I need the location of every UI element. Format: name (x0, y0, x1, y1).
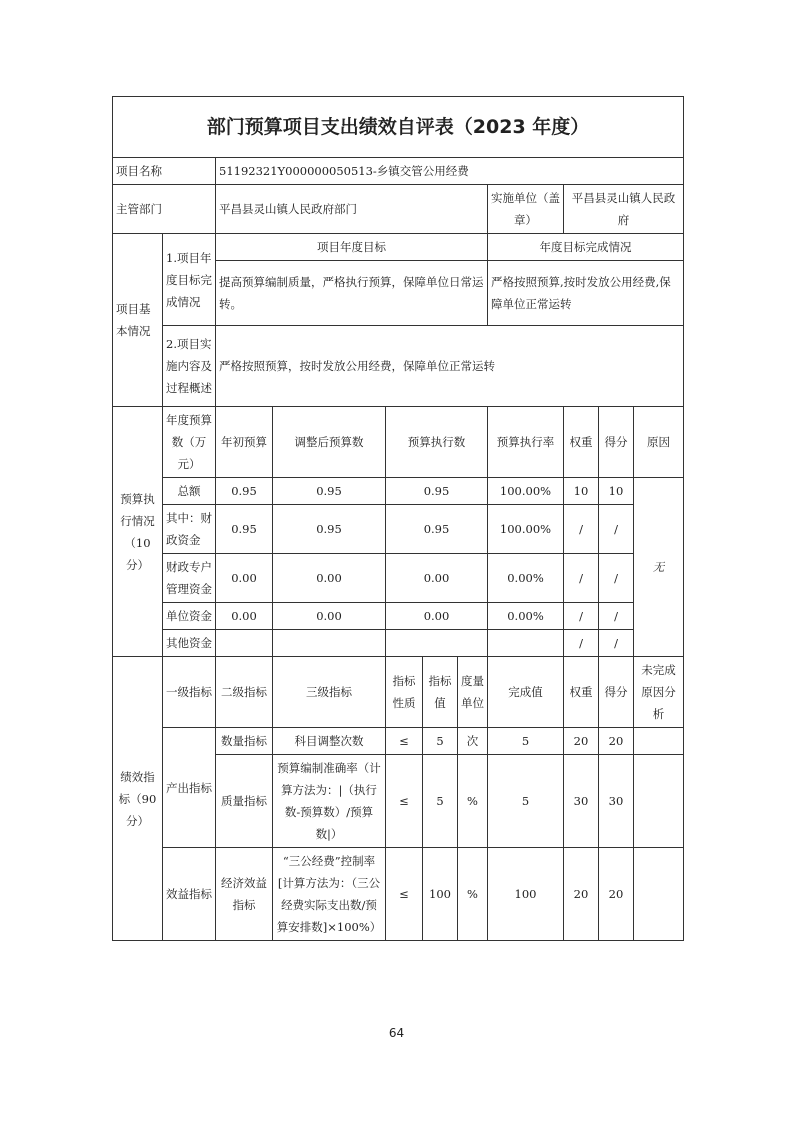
performance-self-evaluation-table (112, 96, 684, 941)
weight: / (564, 630, 599, 657)
project-name-label: 项目名称 (113, 158, 216, 185)
budget-header: 年度预算数（万元） (163, 407, 216, 478)
perf-header: 指标性质 (386, 657, 423, 728)
indicator-unit: % (458, 755, 488, 848)
budget-header: 年初预算 (216, 407, 273, 478)
budget-row (113, 478, 684, 505)
budget-header: 得分 (599, 407, 634, 478)
completed-value: 5 (488, 728, 564, 755)
budget-row (113, 603, 684, 630)
indicator-nature: ≤ (386, 755, 423, 848)
budget-row (113, 554, 684, 603)
adjusted-budget: 0.95 (273, 505, 386, 554)
execution-rate: 100.00% (488, 505, 564, 554)
reason: 无 (634, 478, 684, 657)
indicator-value: 5 (423, 728, 458, 755)
budget-header: 权重 (564, 407, 599, 478)
indicator-row (113, 728, 684, 755)
completed-value: 100 (488, 848, 564, 941)
incomplete-reason (634, 755, 684, 848)
score: 10 (599, 478, 634, 505)
completion-text: 严格按照预算,按时发放公用经费,保障单位正常运转 (488, 261, 684, 326)
initial-budget: 0.95 (216, 505, 273, 554)
level2-indicator: 质量指标 (216, 755, 273, 848)
row-label: 单位资金 (163, 603, 216, 630)
adjusted-budget: 0.00 (273, 603, 386, 630)
project-name-value: 51192321Y000000050513-乡镇交管公用经费 (216, 158, 684, 185)
executed-amount: 0.00 (386, 554, 488, 603)
weight: 20 (564, 728, 599, 755)
impl-label: 2.项目实施内容及过程概述 (163, 326, 216, 407)
goal-label: 1.项目年度目标完成情况 (163, 234, 216, 326)
budget-header: 调整后预算数 (273, 407, 386, 478)
score: 20 (599, 728, 634, 755)
score: / (599, 603, 634, 630)
goal-text: 提高预算编制质量，严格执行预算，保障单位日常运转。 (216, 261, 488, 326)
score: / (599, 630, 634, 657)
initial-budget (216, 630, 273, 657)
execution-rate (488, 630, 564, 657)
indicator-value: 100 (423, 848, 458, 941)
level1-indicator: 产出指标 (163, 728, 216, 848)
initial-budget: 0.95 (216, 478, 273, 505)
performance-section-label: 绩效指标（90分） (113, 657, 163, 941)
level3-indicator: “三公经费”控制率[计算方法为：（三公经费实际支出数/预算安排数]×100%） (273, 848, 386, 941)
indicator-nature: ≤ (386, 728, 423, 755)
score: 30 (599, 755, 634, 848)
level3-indicator: 科目调整次数 (273, 728, 386, 755)
perf-header: 一级指标 (163, 657, 216, 728)
indicator-unit: % (458, 848, 488, 941)
row-label: 其他资金 (163, 630, 216, 657)
adjusted-budget (273, 630, 386, 657)
page-number: 64 (388, 1026, 405, 1040)
budget-header: 原因 (634, 407, 684, 478)
perf-header: 二级指标 (216, 657, 273, 728)
indicator-unit: 次 (458, 728, 488, 755)
impl-unit-value: 平昌县灵山镇人民政府 (564, 185, 684, 234)
budget-row (113, 630, 684, 657)
impl-unit-label: 实施单位（盖章） (488, 185, 564, 234)
level3-indicator: 预算编制准确率（计算方法为：|（执行数-预算数）/预算数|） (273, 755, 386, 848)
executed-amount: 0.95 (386, 505, 488, 554)
page-title: 部门预算项目支出绩效自评表（2023 年度） (113, 97, 684, 158)
budget-row (113, 505, 684, 554)
weight: / (564, 554, 599, 603)
executed-amount: 0.95 (386, 478, 488, 505)
goal-header: 项目年度目标 (216, 234, 488, 261)
executed-amount (386, 630, 488, 657)
score: 20 (599, 848, 634, 941)
incomplete-reason (634, 848, 684, 941)
basic-section-label: 项目基本情况 (113, 234, 163, 407)
adjusted-budget: 0.95 (273, 478, 386, 505)
perf-header: 三级指标 (273, 657, 386, 728)
indicator-row (113, 848, 684, 941)
row-label: 总额 (163, 478, 216, 505)
indicator-nature: ≤ (386, 848, 423, 941)
weight: 30 (564, 755, 599, 848)
weight: / (564, 603, 599, 630)
level1-indicator: 效益指标 (163, 848, 216, 941)
completed-value: 5 (488, 755, 564, 848)
score: / (599, 505, 634, 554)
perf-header: 完成值 (488, 657, 564, 728)
perf-header: 得分 (599, 657, 634, 728)
execution-rate: 0.00% (488, 603, 564, 630)
budget-header: 预算执行率 (488, 407, 564, 478)
perf-header: 未完成原因分析 (634, 657, 684, 728)
level2-indicator: 数量指标 (216, 728, 273, 755)
perf-header: 度量单位 (458, 657, 488, 728)
row-label: 财政专户管理资金 (163, 554, 216, 603)
executed-amount: 0.00 (386, 603, 488, 630)
level2-indicator: 经济效益指标 (216, 848, 273, 941)
perf-header: 指标值 (423, 657, 458, 728)
initial-budget: 0.00 (216, 603, 273, 630)
execution-rate: 0.00% (488, 554, 564, 603)
completion-header: 年度目标完成情况 (488, 234, 684, 261)
indicator-value: 5 (423, 755, 458, 848)
impl-text: 严格按照预算，按时发放公用经费，保障单位正常运转 (216, 326, 684, 407)
department-label: 主管部门 (113, 185, 216, 234)
initial-budget: 0.00 (216, 554, 273, 603)
weight: / (564, 505, 599, 554)
adjusted-budget: 0.00 (273, 554, 386, 603)
budget-section-label: 预算执行情况（10分） (113, 407, 163, 657)
row-label: 其中：财政资金 (163, 505, 216, 554)
perf-header: 权重 (564, 657, 599, 728)
execution-rate: 100.00% (488, 478, 564, 505)
budget-header: 预算执行数 (386, 407, 488, 478)
score: / (599, 554, 634, 603)
department-value: 平昌县灵山镇人民政府部门 (216, 185, 488, 234)
incomplete-reason (634, 728, 684, 755)
weight: 10 (564, 478, 599, 505)
weight: 20 (564, 848, 599, 941)
